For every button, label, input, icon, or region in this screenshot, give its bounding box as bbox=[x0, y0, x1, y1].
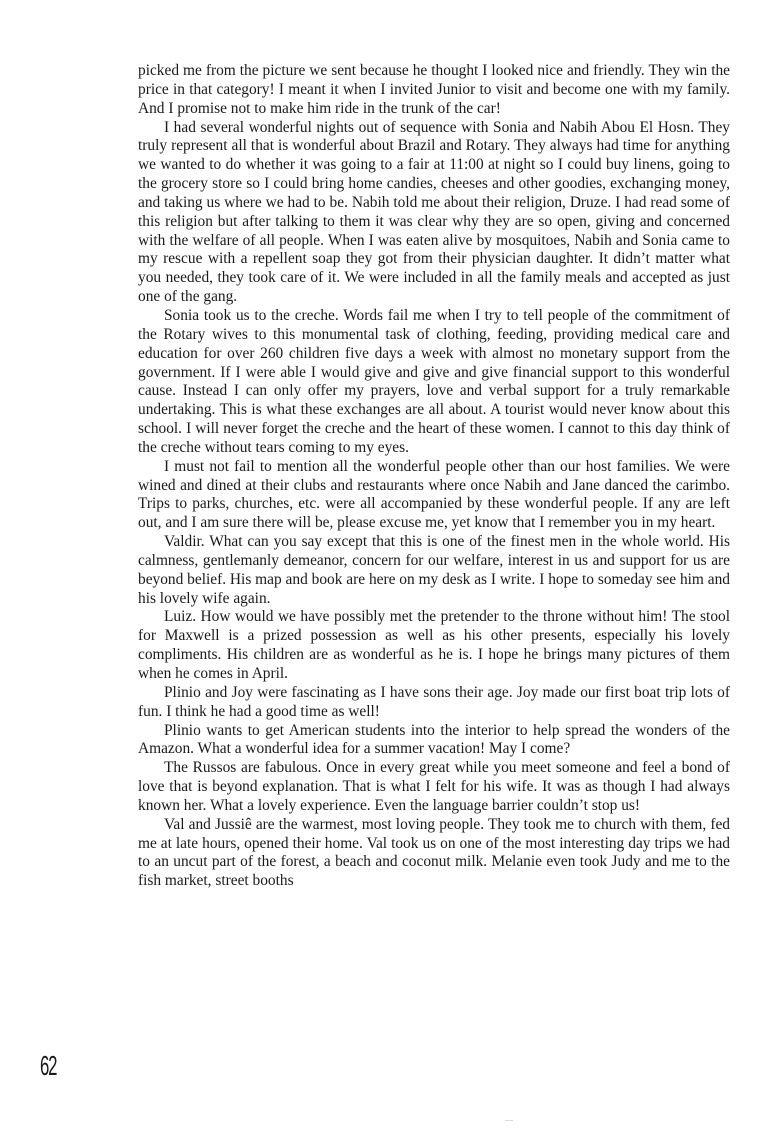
paragraph-6: Luiz. How would we have possibly met the pretender to the throne without him! The stool for Maxwell is a prized possession as well as his other presents, especially his lovely compliments. His children are as wonderful as he is. I hope he brings many pictures of them when he comes in April. bbox=[138, 608, 730, 682]
paragraph-3: Sonia took us to the creche. Words fail me when I try to tell people of the commitment of the Rotary wives to this monumental task of clothing, feeding, providing medical care and education for over 260 children five days a week with almost no monetary support from the government. If I were able I would give and give and give financial support to this wonderful cause. Instead I can only offer my prayers, love and verbal support for a truly remarkable undertaking. This is what these exchanges are all about. A tourist would never know about this school. I will never forget the creche and the heart of these women. I cannot to this day think of the creche without tears coming to my eyes. bbox=[138, 306, 730, 456]
page-number: 62 bbox=[40, 1050, 57, 1081]
paragraph-7: Plinio and Joy were fascinating as I have sons their age. Joy made our first boat trip lots of fun. I think he had a good time as well! bbox=[138, 683, 730, 720]
paragraph-10: Val and Jussiê are the warmest, most loving people. They took me to church with them, fed me at late hours, opened their home. Val took us on one of the most interesting day trips we had to an uncut part of the forest, a beach and coconut milk. Melanie even took Judy and me to the fish market, street booths bbox=[138, 815, 730, 890]
footer-mark bbox=[505, 1120, 513, 1121]
body-text bbox=[138, 62, 730, 891]
paragraph-1: picked me from the picture we sent because he thought I looked nice and friendly. They win the price in that category! I meant it when I invited Junior to visit and become one with my family. And I promise not to make him ride in the trunk of the car! bbox=[138, 62, 730, 117]
paragraph-8: Plinio wants to get American students into the interior to help spread the wonders of the Amazon. What a wonderful idea for a summer vacation! May I come? bbox=[138, 721, 730, 758]
paragraph-5: Valdir. What can you say except that this is one of the finest men in the whole world. His calmness, gentlemanly demeanor, concern for our welfare, interest in us and support for us are beyond belief. His map and book are here on my desk as I write. I hope to someday see him and his lovely wife again. bbox=[138, 533, 730, 607]
paragraph-2: I had several wonderful nights out of sequence with Sonia and Nabih Abou El Hosn. They truly represent all that is wonderful about Brazil and Rotary. They always had time for anything we wanted to do whether it was going to a fair at 11:00 at night so I could buy linens, going to the grocery store so I could bring home candies, cheeses and other goodies, exchanging money, and taking us where we had to be. Nabih told me about their religion, Druze. I had read some of this religion but after talking to them it was clear why they are so open, giving and concerned with the welfare of all people. When I was eaten alive by mosquitoes, Nabih and Sonia came to my rescue with a repellent soap they got from their physician daughter. It didn’t matter what you needed, they took care of it. We were included in all the family meals and accepted as just one of the gang. bbox=[138, 118, 730, 306]
paragraph-4: I must not fail to mention all the wonderful people other than our host families. We were wined and dined at their clubs and restaurants where once Nabih and Jane danced the carimbo. Trips to parks, churches, etc. were all accompanied by these wonderful people. If any are left out, and I am sure there will be, please excuse me, yet know that I remember you in my heart. bbox=[138, 457, 730, 532]
paragraph-9: The Russos are fabulous. Once in every great while you meet someone and feel a bond of love that is beyond explanation. That is what I felt for his wife. It was as though I had always known her. What a lovely experience. Even the language barrier couldn’t stop us! bbox=[138, 759, 730, 814]
